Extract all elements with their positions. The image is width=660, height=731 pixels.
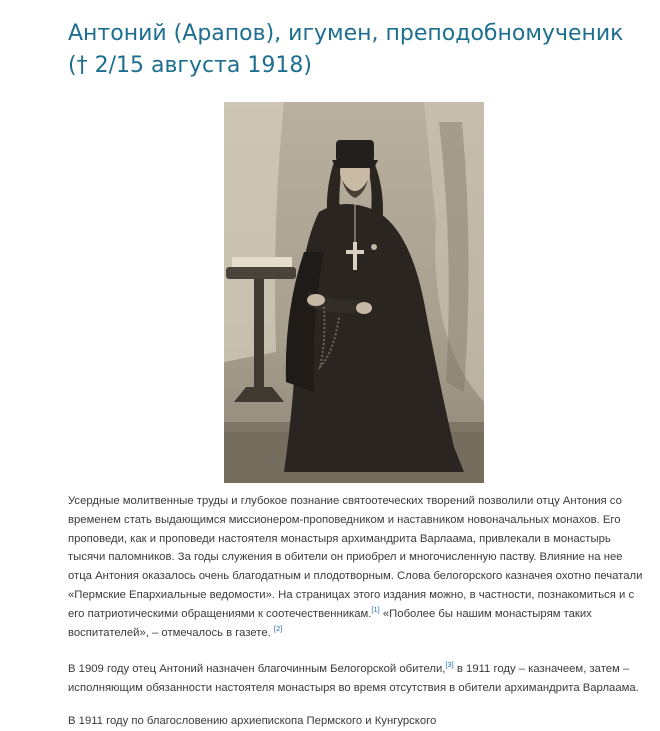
page-title: Антоний (Арапов), игумен, преподобномученик († 2/15 августа 1918) (68, 21, 624, 78)
footnote-link-3[interactable]: [3] (445, 660, 454, 670)
paragraph-1-text-b: «Поболее бы нашим монастырям таких воспитателей», – отмечалось в газете. (68, 607, 592, 639)
portrait-photo (224, 102, 484, 483)
paragraph-2 (68, 660, 648, 698)
paragraph-1 (68, 492, 648, 642)
footnote-link-2[interactable]: [2] (273, 623, 283, 633)
paragraph-2-text-a: В 1909 году отец Антоний назначен благочинным Белогорской обители, (68, 663, 446, 675)
paragraph-1-text-a: Усердные молитвенные труды и глубокое познание святоотеческих творений позволили отцу Антония со временем стать выдающимся миссионером-проповедником и наставником новоначальных монахов. Его проповеди, как и проповеди настоятеля монастыря архимандрита Варлаама, привлекали в монастырь тысячи паломников. За годы служения в обители он приобрел и многочисленную паству. Влияние на нее отца Антония оказалось очень благодатным и плодотворным. Слова белогорского казначея охотно печатали «Пермские Епархиальные ведомости». На страницах этого издания можно, в частности, познакомиться и с его патриотическими обращениями к соотечественникам. (68, 495, 643, 620)
paragraph-2-text-b: в 1911 году – казначеем, затем – исполняющим обязанности настоятеля монастыря во время отсутствия в обители архимандрита Варлаама. (68, 663, 639, 694)
paragraph-3: В 1911 году по благословению архиепископа Пермского и Кунгурского (68, 715, 437, 727)
footnote-link-1[interactable]: [1] (371, 605, 380, 615)
